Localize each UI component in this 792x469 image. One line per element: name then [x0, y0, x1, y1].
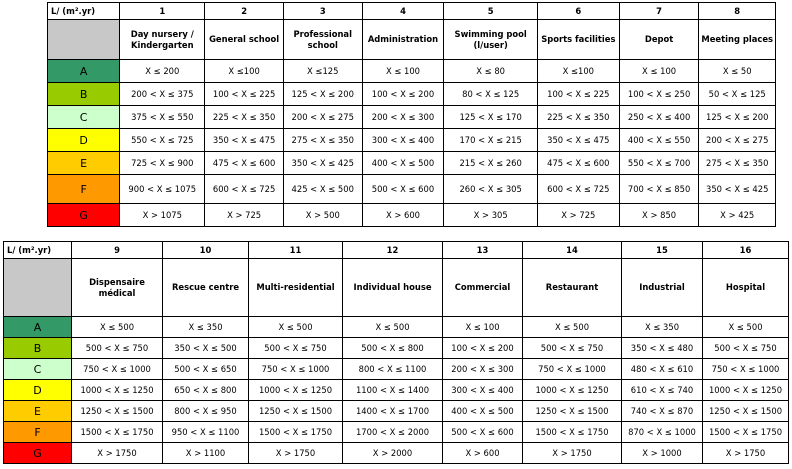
threshold-cell: X ≤ 80 [444, 60, 538, 83]
grade-row [48, 60, 776, 83]
building-type-header: Dispensaire médical [72, 259, 163, 317]
unit-label: L/ (m².yr) [4, 242, 72, 259]
grade-row [48, 129, 776, 152]
threshold-cell: X > 1100 [163, 443, 249, 464]
threshold-cell: 300 < X ≤ 400 [443, 380, 523, 401]
grade-cell: G [48, 204, 120, 227]
threshold-cell: X > 2000 [343, 443, 443, 464]
threshold-cell: 500 < X ≤ 750 [249, 338, 343, 359]
building-type-header: General school [205, 20, 284, 60]
column-number: 16 [703, 242, 789, 259]
threshold-cell: X ≤ 500 [523, 317, 622, 338]
threshold-cell: 350 < X ≤ 500 [163, 338, 249, 359]
threshold-cell: 1250 < X ≤ 1500 [249, 401, 343, 422]
threshold-cell: 870 < X ≤ 1000 [622, 422, 703, 443]
threshold-cell: X ≤ 100 [362, 60, 444, 83]
column-number: 9 [72, 242, 163, 259]
threshold-cell: X > 500 [283, 204, 362, 227]
threshold-cell: X > 305 [444, 204, 538, 227]
grade-cell: C [4, 359, 72, 380]
grade-row [4, 422, 789, 443]
column-number: 2 [205, 3, 284, 20]
threshold-cell: 1500 < X ≤ 1750 [523, 422, 622, 443]
building-type-header: Depot [619, 20, 699, 60]
column-number: 15 [622, 242, 703, 259]
threshold-cell: 275 < X ≤ 350 [283, 129, 362, 152]
threshold-cell: 350 < X ≤ 475 [205, 129, 284, 152]
grade-row [4, 359, 789, 380]
grade-row [4, 338, 789, 359]
threshold-cell: 100 < X ≤ 225 [205, 83, 284, 106]
threshold-cell: 475 < X ≤ 600 [537, 152, 619, 175]
threshold-cell: 425 < X ≤ 500 [283, 175, 362, 204]
threshold-cell: 375 < X ≤ 550 [120, 106, 205, 129]
threshold-cell: 200 < X ≤ 275 [699, 129, 776, 152]
threshold-cell: 600 < X ≤ 725 [537, 175, 619, 204]
threshold-cell: 750 < X ≤ 1000 [249, 359, 343, 380]
threshold-cell: 500 < X ≤ 750 [72, 338, 163, 359]
building-type-header: Multi-residential [249, 259, 343, 317]
grade-row [48, 204, 776, 227]
blank-header-cell [48, 20, 120, 60]
threshold-cell: 750 < X ≤ 1000 [703, 359, 789, 380]
threshold-cell: 1100 < X ≤ 1400 [343, 380, 443, 401]
threshold-cell: X > 850 [619, 204, 699, 227]
threshold-cell: X ≤ 100 [443, 317, 523, 338]
column-number: 4 [362, 3, 444, 20]
column-number: 7 [619, 3, 699, 20]
column-number: 1 [120, 3, 205, 20]
building-type-header: Restaurant [523, 259, 622, 317]
threshold-cell: 300 < X ≤ 400 [362, 129, 444, 152]
threshold-cell: X ≤ 350 [622, 317, 703, 338]
grade-cell: D [48, 129, 120, 152]
threshold-cell: X > 725 [537, 204, 619, 227]
grade-cell: F [48, 175, 120, 204]
threshold-cell: 550 < X ≤ 700 [619, 152, 699, 175]
threshold-cell: 725 < X ≤ 900 [120, 152, 205, 175]
threshold-cell: 650 < X ≤ 800 [163, 380, 249, 401]
threshold-cell: 125 < X ≤ 170 [444, 106, 538, 129]
threshold-cell: 480 < X ≤ 610 [622, 359, 703, 380]
grade-cell: C [48, 106, 120, 129]
threshold-cell: X ≤ 500 [249, 317, 343, 338]
threshold-cell: 1250 < X ≤ 1500 [703, 401, 789, 422]
building-type-header-row [4, 259, 789, 317]
threshold-cell: 500 < X ≤ 600 [362, 175, 444, 204]
threshold-cell: 800 < X ≤ 1100 [343, 359, 443, 380]
threshold-cell: 170 < X ≤ 215 [444, 129, 538, 152]
column-number: 11 [249, 242, 343, 259]
threshold-cell: X > 1750 [249, 443, 343, 464]
column-number-row [4, 242, 789, 259]
building-type-header: Commercial [443, 259, 523, 317]
threshold-cell: 1250 < X ≤ 1500 [523, 401, 622, 422]
threshold-cell: 80 < X ≤ 125 [444, 83, 538, 106]
grade-cell: B [4, 338, 72, 359]
threshold-cell: 200 < X ≤ 375 [120, 83, 205, 106]
threshold-cell: 750 < X ≤ 1000 [72, 359, 163, 380]
threshold-cell: 1000 < X ≤ 1250 [249, 380, 343, 401]
threshold-cell: 100 < X ≤ 225 [537, 83, 619, 106]
threshold-cell: 250 < X ≤ 400 [619, 106, 699, 129]
threshold-cell: 1700 < X ≤ 2000 [343, 422, 443, 443]
threshold-cell: 400 < X ≤ 500 [443, 401, 523, 422]
threshold-cell: 740 < X ≤ 870 [622, 401, 703, 422]
threshold-cell: X ≤ 500 [72, 317, 163, 338]
threshold-cell: 800 < X ≤ 950 [163, 401, 249, 422]
building-type-header: Rescue centre [163, 259, 249, 317]
threshold-cell: X ≤100 [537, 60, 619, 83]
threshold-cell: 350 < X ≤ 425 [283, 152, 362, 175]
threshold-cell: X > 1000 [622, 443, 703, 464]
threshold-cell: 1000 < X ≤ 1250 [72, 380, 163, 401]
threshold-cell: X ≤ 100 [619, 60, 699, 83]
threshold-cell: 350 < X ≤ 475 [537, 129, 619, 152]
grade-row [48, 152, 776, 175]
grade-cell: F [4, 422, 72, 443]
grade-row [4, 401, 789, 422]
threshold-cell: 100 < X ≤ 200 [443, 338, 523, 359]
threshold-cell: 950 < X ≤ 1100 [163, 422, 249, 443]
threshold-cell: 1500 < X ≤ 1750 [703, 422, 789, 443]
threshold-cell: 500 < X ≤ 650 [163, 359, 249, 380]
threshold-cell: 475 < X ≤ 600 [205, 152, 284, 175]
threshold-cell: X > 425 [699, 204, 776, 227]
threshold-cell: 1500 < X ≤ 1750 [72, 422, 163, 443]
column-number: 8 [699, 3, 776, 20]
threshold-cell: X > 1075 [120, 204, 205, 227]
building-type-header: Professional school [283, 20, 362, 60]
threshold-cell: X ≤ 500 [703, 317, 789, 338]
grade-cell: B [48, 83, 120, 106]
grade-cell: E [48, 152, 120, 175]
threshold-cell: 700 < X ≤ 850 [619, 175, 699, 204]
grade-row [4, 443, 789, 464]
threshold-cell: 550 < X ≤ 725 [120, 129, 205, 152]
threshold-cell: 215 < X ≤ 260 [444, 152, 538, 175]
threshold-cell: X ≤ 350 [163, 317, 249, 338]
threshold-cell: 275 < X ≤ 350 [699, 152, 776, 175]
threshold-cell: X > 1750 [72, 443, 163, 464]
grade-cell: G [4, 443, 72, 464]
threshold-cell: 1000 < X ≤ 1250 [523, 380, 622, 401]
column-number: 5 [444, 3, 538, 20]
grade-cell: A [48, 60, 120, 83]
building-type-header: Sports facilities [537, 20, 619, 60]
threshold-cell: 125 < X ≤ 200 [699, 106, 776, 129]
threshold-cell: 1250 < X ≤ 1500 [72, 401, 163, 422]
threshold-cell: 610 < X ≤ 740 [622, 380, 703, 401]
threshold-cell: X ≤100 [205, 60, 284, 83]
column-number: 3 [283, 3, 362, 20]
threshold-cell: X > 1750 [523, 443, 622, 464]
threshold-cell: X > 725 [205, 204, 284, 227]
threshold-cell: X > 600 [443, 443, 523, 464]
threshold-cell: 125 < X ≤ 200 [283, 83, 362, 106]
column-number: 10 [163, 242, 249, 259]
threshold-cell: 350 < X ≤ 480 [622, 338, 703, 359]
threshold-cell: 260 < X ≤ 305 [444, 175, 538, 204]
threshold-cell: X ≤ 200 [120, 60, 205, 83]
grade-cell: E [4, 401, 72, 422]
threshold-cell: 200 < X ≤ 300 [443, 359, 523, 380]
threshold-cell: 50 < X ≤ 125 [699, 83, 776, 106]
grade-cell: D [4, 380, 72, 401]
blank-header-cell [4, 259, 72, 317]
threshold-cell: X ≤ 500 [343, 317, 443, 338]
building-type-header: Meeting places [699, 20, 776, 60]
building-type-header-row [48, 20, 776, 60]
threshold-cell: 600 < X ≤ 725 [205, 175, 284, 204]
column-number: 6 [537, 3, 619, 20]
threshold-cell: 350 < X ≤ 425 [699, 175, 776, 204]
building-type-header: Swimming pool (l/user) [444, 20, 538, 60]
threshold-cell: 400 < X ≤ 500 [362, 152, 444, 175]
building-type-header: Day nursery / Kindergarten [120, 20, 205, 60]
grade-cell: A [4, 317, 72, 338]
unit-label: L/ (m².yr) [48, 3, 120, 20]
threshold-cell: 500 < X ≤ 600 [443, 422, 523, 443]
threshold-cell: X ≤ 50 [699, 60, 776, 83]
grade-row [48, 106, 776, 129]
energy-class-table-2 [3, 241, 789, 464]
column-number: 13 [443, 242, 523, 259]
grade-row [4, 380, 789, 401]
grade-row [48, 83, 776, 106]
threshold-cell: X > 1750 [703, 443, 789, 464]
grade-row [4, 317, 789, 338]
building-type-header: Industrial [622, 259, 703, 317]
threshold-cell: 225 < X ≤ 350 [537, 106, 619, 129]
threshold-cell: 1400 < X ≤ 1700 [343, 401, 443, 422]
column-number: 14 [523, 242, 622, 259]
threshold-cell: 900 < X ≤ 1075 [120, 175, 205, 204]
column-number: 12 [343, 242, 443, 259]
building-type-header: Individual house [343, 259, 443, 317]
energy-class-table-1 [47, 2, 776, 227]
column-number-row [48, 3, 776, 20]
building-type-header: Administration [362, 20, 444, 60]
threshold-cell: 100 < X ≤ 250 [619, 83, 699, 106]
threshold-cell: 500 < X ≤ 750 [703, 338, 789, 359]
threshold-cell: 200 < X ≤ 300 [362, 106, 444, 129]
building-type-header: Hospital [703, 259, 789, 317]
threshold-cell: X > 600 [362, 204, 444, 227]
threshold-cell: 200 < X ≤ 275 [283, 106, 362, 129]
threshold-cell: X ≤125 [283, 60, 362, 83]
grade-row [48, 175, 776, 204]
threshold-cell: 100 < X ≤ 200 [362, 83, 444, 106]
threshold-cell: 500 < X ≤ 800 [343, 338, 443, 359]
threshold-cell: 1000 < X ≤ 1250 [703, 380, 789, 401]
threshold-cell: 750 < X ≤ 1000 [523, 359, 622, 380]
threshold-cell: 225 < X ≤ 350 [205, 106, 284, 129]
threshold-cell: 400 < X ≤ 550 [619, 129, 699, 152]
threshold-cell: 1500 < X ≤ 1750 [249, 422, 343, 443]
threshold-cell: 500 < X ≤ 750 [523, 338, 622, 359]
